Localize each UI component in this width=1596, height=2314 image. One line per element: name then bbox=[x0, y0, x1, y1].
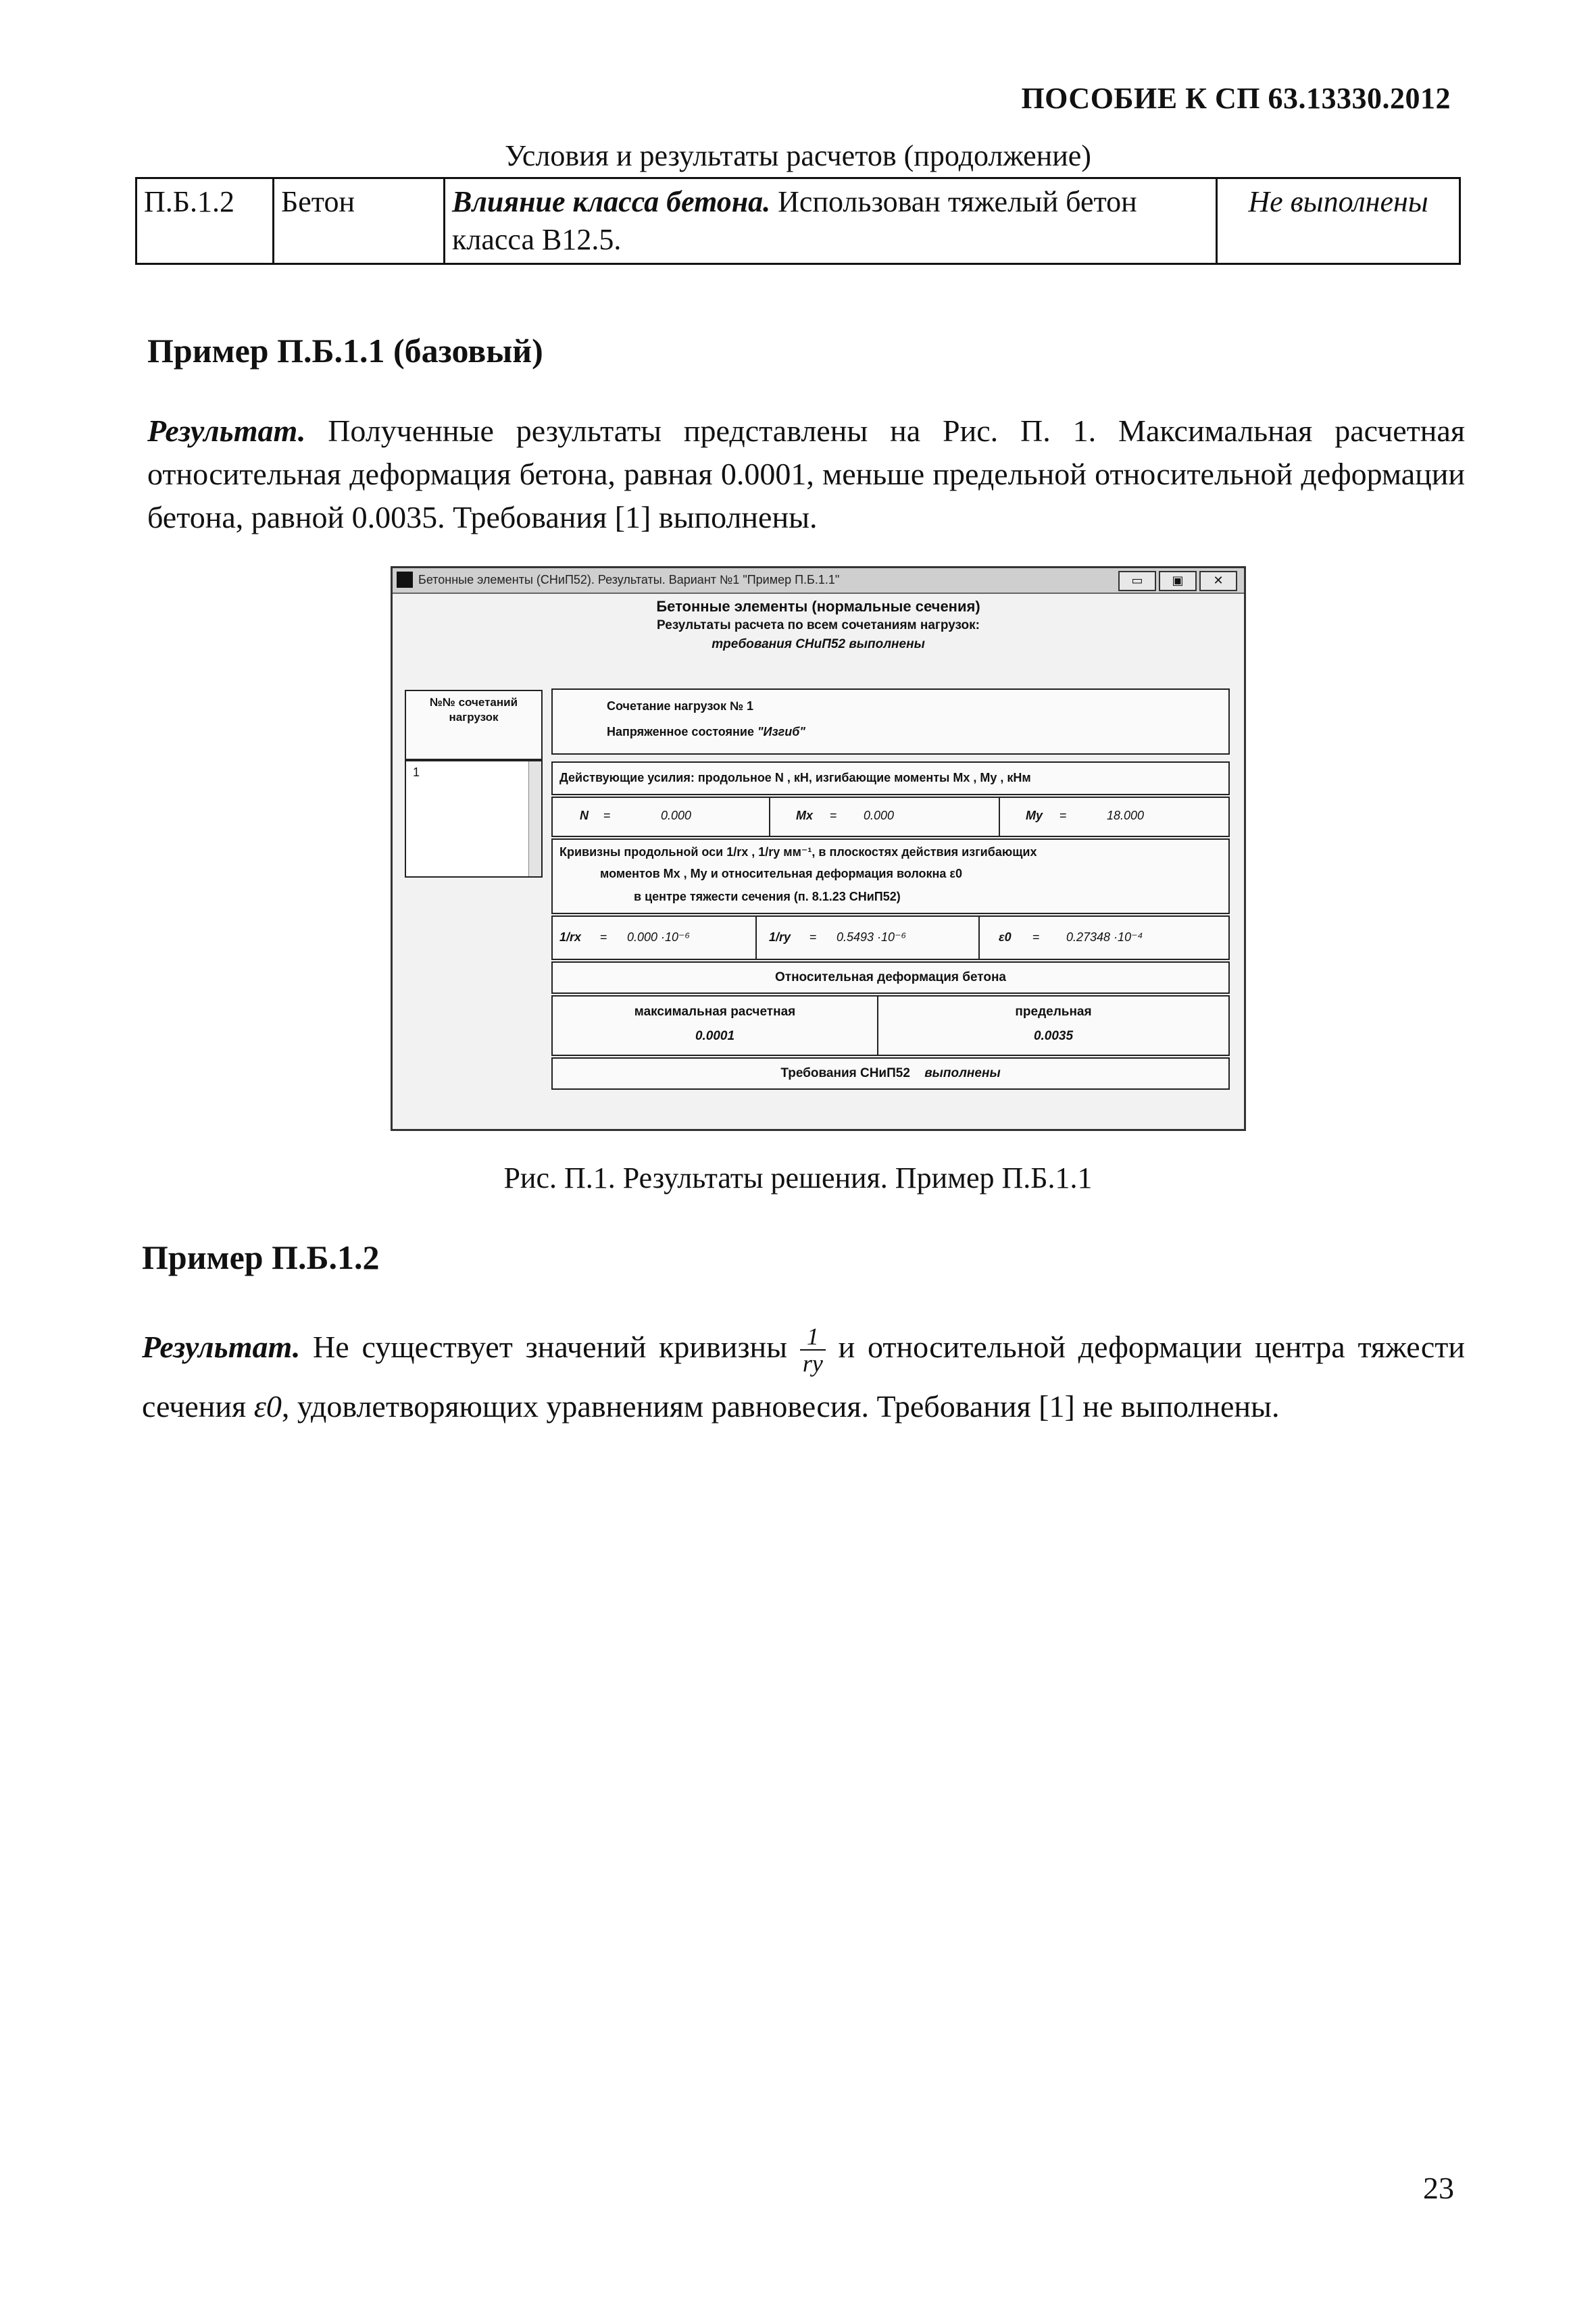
curvature-values-row: 1/rx = 0.000 ·10⁻⁶ 1/ry = 0.5493 ·10⁻⁶ ε0 = 0.27348 ·10⁻⁴ bbox=[551, 915, 1230, 960]
epsilon-symbol: ε0 bbox=[253, 1389, 282, 1424]
row-desc-lead: Влияние класса бетона. bbox=[452, 185, 771, 218]
mx-value: 0.000 bbox=[864, 809, 895, 822]
example2-heading: Пример П.Б.1.2 bbox=[142, 1238, 380, 1276]
ry-label: 1/ry bbox=[769, 930, 791, 944]
example2-text-a: Не существует значений кривизны bbox=[300, 1330, 800, 1364]
limit-deform-value: 0.0035 bbox=[1033, 1029, 1074, 1043]
example1-heading: Пример П.Б.1.1 (базовый) bbox=[147, 332, 543, 370]
row-element: Бетон bbox=[274, 178, 445, 264]
results-window bbox=[391, 566, 1246, 1131]
row-result: Не выполнены bbox=[1217, 178, 1460, 264]
state-value: "Изгиб" bbox=[757, 725, 805, 738]
minimize-button[interactable]: ▭ bbox=[1118, 571, 1156, 591]
requirements-row bbox=[551, 1057, 1230, 1090]
figure-caption: Рис. П.1. Результаты решения. Пример П.Б.1.1 bbox=[503, 1161, 1093, 1194]
app-icon bbox=[397, 572, 413, 588]
rx-label: 1/rx bbox=[559, 930, 582, 944]
page-number: 23 bbox=[1423, 2171, 1454, 2205]
example2-paragraph bbox=[142, 1317, 1465, 1436]
mx-label: Mx bbox=[796, 809, 814, 822]
my-value: 18.000 bbox=[1107, 809, 1145, 822]
conditions-table bbox=[135, 177, 1461, 265]
combo-list-scrollbar[interactable] bbox=[528, 761, 541, 876]
curvature-line2: моментов Mx , My и относительная деформация волокна ε0 bbox=[600, 867, 962, 880]
rx-value: 0.000 ·10⁻⁶ bbox=[627, 930, 691, 944]
close-button[interactable]: ✕ bbox=[1199, 571, 1237, 591]
n-value: 0.000 bbox=[661, 809, 692, 822]
combo-info-box bbox=[551, 688, 1230, 755]
deformation-title: Относительная деформация бетона bbox=[774, 970, 1006, 984]
fraction-denominator: ry bbox=[802, 1350, 823, 1378]
deformation-values-row bbox=[551, 995, 1230, 1056]
forces-label: Действующие усилия: продольное N , кН, изгибающие моменты Mx , My , кНм bbox=[559, 771, 1031, 784]
deformation-header bbox=[551, 961, 1230, 994]
max-deform-label: максимальная расчетная bbox=[634, 1005, 796, 1019]
example1-text: Полученные результаты представлены на Рис. П. 1. Максимальная расчетная относительная деформация бетона, равная 0.0001, меньше предельной относительной деформации бетона, равной 0.0035. Требования [1] выполнены. bbox=[147, 413, 1465, 534]
e0-label: ε0 bbox=[999, 930, 1012, 944]
window-heading: Бетонные элементы (нормальные сечения) bbox=[656, 598, 980, 615]
combo-list-header-label: №№ сочетаний нагрузок bbox=[429, 696, 518, 724]
fraction-numerator: 1 bbox=[800, 1324, 826, 1351]
row-description bbox=[445, 178, 1217, 264]
combo-value: 1 bbox=[747, 699, 754, 713]
table-row bbox=[136, 178, 1460, 264]
combo-list-header bbox=[405, 690, 543, 760]
window-title: Бетонные элементы (СНиП52). Результаты. Вариант №1 "Пример П.Б.1.1" bbox=[418, 573, 840, 586]
e0-value: 0.27348 ·10⁻⁴ bbox=[1066, 930, 1143, 944]
ry-value: 0.5493 ·10⁻⁶ bbox=[837, 930, 907, 944]
window-status: требования СНиП52 выполнены bbox=[712, 637, 925, 651]
max-deform-value: 0.0001 bbox=[695, 1029, 735, 1043]
combo-label: Сочетание нагрузок № 1 bbox=[607, 699, 754, 713]
combo-list[interactable] bbox=[405, 760, 543, 878]
requirements-value: выполнены bbox=[924, 1066, 1001, 1080]
list-item[interactable]: 1 bbox=[413, 765, 420, 779]
row-id: П.Б.1.2 bbox=[136, 178, 274, 264]
row-desc-rest: Использован тяжелый бетон класса В12.5. bbox=[452, 185, 1137, 256]
example1-lead: Результат. bbox=[147, 413, 306, 448]
curvature-header bbox=[551, 838, 1230, 914]
my-label: My bbox=[1026, 809, 1043, 822]
limit-deform-label: предельная bbox=[1015, 1005, 1092, 1019]
requirements-label: Требования СНиП52 bbox=[780, 1066, 910, 1080]
example2-lead: Результат. bbox=[142, 1330, 301, 1364]
window-subheading: Результаты расчета по всем сочетаниям нагрузок: bbox=[657, 618, 980, 632]
curvature-line3: в центре тяжести сечения (п. 8.1.23 СНиП52) bbox=[634, 890, 901, 903]
state-label: Напряженное состояние "Изгиб" bbox=[607, 725, 805, 738]
curvature-line1: Кривизны продольной оси 1/rx , 1/ry мм⁻¹, в плоскостях действия изгибающих bbox=[559, 845, 1037, 859]
curvature-fraction bbox=[800, 1324, 826, 1376]
n-label: N bbox=[580, 809, 589, 822]
example2-text-c: , удовлетворяющих уравнениям равновесия. Требования [1] не выполнены. bbox=[281, 1389, 1280, 1424]
example2-text-b: и относительной деформации центра тяжести сечения bbox=[142, 1330, 1466, 1424]
document-header: ПОСОБИЕ К СП 63.13330.2012 bbox=[1021, 82, 1451, 115]
forces-values-row: N = 0.000 Mx = 0.000 My = 18.000 bbox=[551, 797, 1230, 837]
forces-header bbox=[551, 761, 1230, 795]
window-titlebar bbox=[393, 568, 1244, 594]
example1-paragraph bbox=[147, 409, 1465, 539]
table-caption: Условия и результаты расчетов (продолжение) bbox=[505, 139, 1091, 172]
maximize-button[interactable]: ▣ bbox=[1159, 571, 1197, 591]
